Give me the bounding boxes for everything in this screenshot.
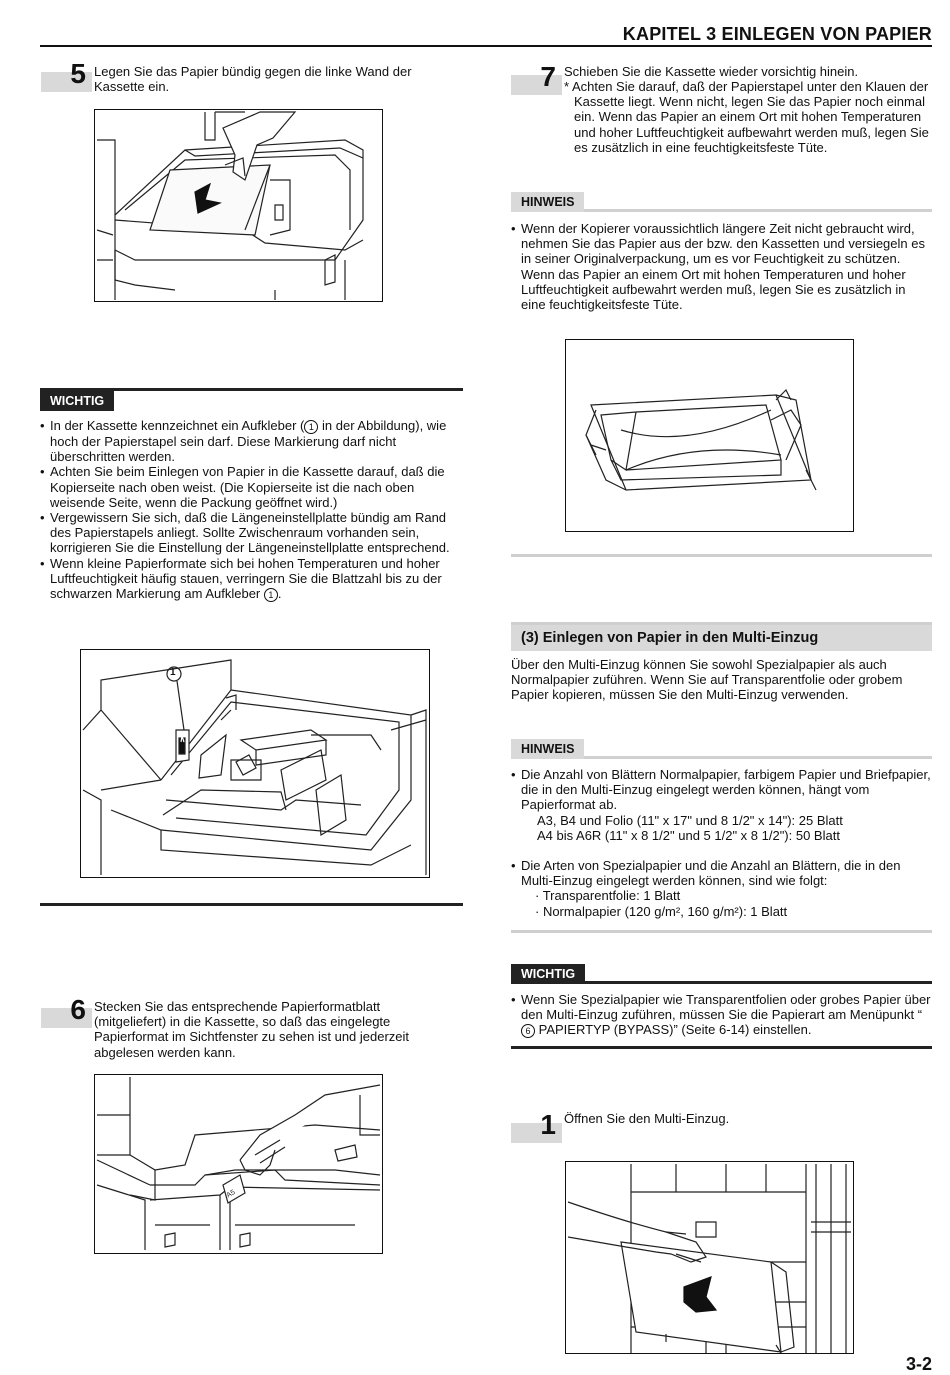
hinweis-1-item: • Wenn der Kopierer voraussichtlich längere Zeit nicht gebraucht wird, nehmen Sie das Papier aus der bzw. den Kassetten und versiegeln es in seiner Originalverpackung, um es vor Feuchtigkeit zu schützen. Wenn das Papier an einem Ort mit hohen Temperaturen und hoher Luftfeuchtigkeit aufbewahrt werden muß, legen Sie es zusätzlich in eine feuchtigkeitsfeste Tüte.	[511, 221, 932, 312]
figure-paper-format-sheet	[94, 1074, 383, 1254]
hinweis-2-label: HINWEIS	[511, 739, 584, 759]
chapter-title: KAPITEL 3 EINLEGEN VON PAPIER	[622, 24, 932, 44]
step-6-number: 6	[41, 996, 92, 1028]
circle-1-marker: 1	[304, 420, 318, 434]
hinweis-2-item-2: • Die Arten von Spezialpapier und die Anzahl an Blättern, die in den Multi-Einzug eingelegt werden können, sind wie folgt:	[511, 858, 932, 888]
hinweis-1-header	[511, 192, 932, 212]
step-7-text: Schieben Sie die Kassette wieder vorsichtig hinein.	[564, 64, 859, 79]
hinweis-2-sub-1b: A4 bis A6R (11" x 8 1/2" und 5 1/2" x 8 1/2"): 50 Blatt	[537, 827, 840, 843]
step-5-text: Legen Sie das Papier bündig gegen die linke Wand der Kassette ein.	[94, 64, 412, 95]
wichtig-1-bottom-rule	[40, 903, 463, 906]
step-7-note: * Achten Sie darauf, daß der Papierstapel unter den Klauen der Kassette liegt. Wenn nicht, legen Sie das Papier noch einmal ein. Wenn das Papier an einem Ort mit hohen Temperaturen und hoher Luftfeuchtigkeit aufbewahrt werden muß, legen Sie es zusätzlich in eine feuchtigkeitsfeste Tüte.	[564, 79, 929, 155]
wichtig-1-header	[40, 388, 463, 408]
wichtig-1-list	[40, 418, 463, 602]
wichtig-1-item-2: • Achten Sie beim Einlegen von Papier in die Kassette darauf, daß die Kopierseite nach oben weist. (Die Kopierseite ist die nach oben weisende Seite, wenn die Packung geöffnet wird.)	[40, 464, 463, 510]
page-number: 3-2	[905, 1354, 932, 1374]
header-rule	[40, 45, 932, 47]
wichtig-2-after: PAPIERTYP (BYPASS)” (Seite 6-14) einstellen.	[535, 1022, 812, 1038]
hinweis-2-item-1: • Die Anzahl von Blättern Normalpapier, farbigem Papier und Briefpapier, die in den Multi-Einzug eingelegt werden können, hängt vom Papierformat ab.	[511, 767, 932, 813]
wichtig-1-item-4-before: Wenn kleine Papierformate sich bei hohen Temperaturen und hoher Luftfeuchtigkeit häufig stauen, verringern Sie die Blattzahl bis zu der schwarzen Markierung am Aufkleber	[50, 555, 442, 602]
wichtig-2-label: WICHTIG	[511, 964, 585, 984]
hinweis-2-bottom-rule	[511, 930, 932, 933]
figure-cassette-marker-label	[80, 649, 430, 878]
wichtig-2-bottom-rule	[511, 1046, 932, 1049]
hinweis-2-list-1	[511, 767, 932, 813]
wichtig-1-label: WICHTIG	[40, 391, 114, 411]
svg-text:A5: A5	[225, 1188, 237, 1200]
section-3-intro: Über den Multi-Einzug können Sie sowohl Spezialpapier als auch Normalpapier zuführen. Wenn Sie auf Transparentfolie oder grobem Papier kopieren, müssen Sie den Multi-Einzug verwenden.	[511, 657, 903, 703]
circle-6-marker: 6	[521, 1024, 535, 1038]
step-1-text: Öffnen Sie den Multi-Einzug.	[564, 1111, 730, 1126]
hinweis-2-sub-2b: · Normalpapier (120 g/m², 160 g/m²): 1 Blatt	[535, 903, 788, 919]
hinweis-2-header	[511, 739, 932, 759]
figure-callout-1: 1	[170, 667, 176, 678]
wichtig-2-item	[511, 992, 932, 1038]
wichtig-1-item-1	[40, 418, 463, 464]
step-7-number: 7	[511, 63, 562, 95]
hinweis-1-bottom-rule	[511, 554, 932, 557]
hinweis-2-sub-1a: A3, B4 und Folio (11" x 17" und 8 1/2" x 14"): 25 Blatt	[537, 812, 843, 828]
circle-1-marker: 1	[264, 588, 278, 602]
hinweis-2-body	[511, 767, 932, 919]
wichtig-1-item-4-after: .	[277, 586, 282, 602]
wichtig-1-item-1-after: in der Abbildung), wie hoch der Papierstapel sein darf. Diese Markierung darf nicht überschritten werden.	[50, 418, 447, 465]
hinweis-1-label: HINWEIS	[511, 192, 584, 212]
wichtig-2-before: Wenn Sie Spezialpapier wie Transparentfolien oder grobes Papier über den Multi-Einzug zuführen, müssen Sie die Papierart am Menüpunkt “	[521, 992, 931, 1023]
wichtig-1-item-1-before: In der Kassette kennzeichnet ein Aufkleber (	[50, 418, 305, 433]
section-3-title: (3) Einlegen von Papier in den Multi-Einzug	[511, 622, 932, 651]
hinweis-2-sub-2a: · Transparentfolie: 1 Blatt	[535, 888, 681, 904]
figure-cassette-insert-paper	[94, 109, 383, 302]
wichtig-2-list	[511, 992, 932, 1038]
step-5-number: 5	[41, 60, 92, 92]
figure-paper-in-bag	[565, 339, 854, 532]
step-6-text: Stecken Sie das entsprechende Papierformatblatt (mitgeliefert) in die Kassette, so daß das eingelegte Papierformat im Sichtfenster zu sehen ist und jederzeit abgelesen werden kann.	[94, 999, 410, 1060]
step-1-number: 1	[511, 1111, 562, 1143]
wichtig-2-header	[511, 964, 932, 984]
hinweis-2-list-2	[511, 858, 932, 888]
hinweis-1-list	[511, 221, 932, 312]
wichtig-1-item-4	[40, 556, 463, 602]
wichtig-1-item-3: • Vergewissern Sie sich, daß die Längeneinstellplatte bündig am Rand des Papierstapels anliegt. Sollte Zwischenraum vorhanden sein, korrigieren Sie die Einstellung der Längeneinstellplatte entsprechend.	[40, 510, 463, 556]
figure-open-multi-bypass	[565, 1161, 854, 1354]
